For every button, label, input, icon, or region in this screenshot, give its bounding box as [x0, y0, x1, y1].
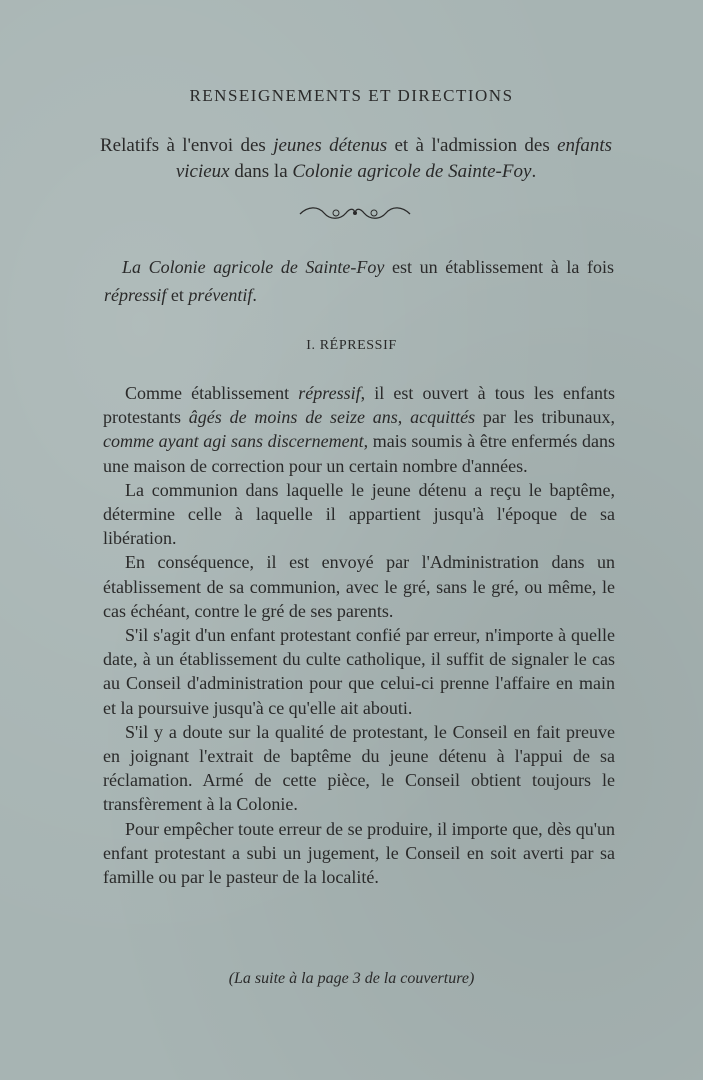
text-run: Pour empêcher toute erreur de se produire, il importe que, dès qu'un enfant protestant a subi un jugement, le Conseil en soit averti par sa famille ou par le pasteur de la localité. — [103, 818, 615, 888]
italic-run: La Colonie agricole de Sainte-Foy — [122, 257, 385, 277]
text-run: S'il s'agit d'un enfant protestant confié par erreur, n'importe à quelle date, à un établissement du culte catholique, il suffit de signaler le cas au Conseil d'administration pour que celui-ci prenne l'affaire en main et la poursuive jusqu'à ce qu'elle ait abouti. — [103, 625, 615, 718]
italic-run: Colonie agricole de Sainte-Foy — [292, 161, 532, 182]
paragraph — [103, 478, 615, 551]
text-run: . — [531, 161, 537, 182]
italic-run: enfants vicieux — [175, 135, 613, 182]
text-run: dans la — [229, 161, 293, 182]
text-run: La communion dans laquelle le jeune détenu a reçu le baptême, détermine celle à laquelle il appartient jusqu'à l'époque de sa libération. — [103, 479, 615, 549]
paragraph — [103, 817, 615, 890]
text-run: Comme établissement — [125, 383, 299, 403]
document-title: RENSEIGNEMENTS ET DIRECTIONS — [189, 86, 514, 105]
text-run: . — [252, 285, 257, 305]
text-run: , — [397, 407, 411, 428]
text-run: S'il y a doute sur la qualité de protestant, le Conseil en fait preuve en joignant l'extrait de baptême du jeune détenu à l'appui de sa réclamation. Armé de cette pièce, le Conseil obtient toujours le transfèrement à la Colonie. — [103, 721, 615, 815]
text-run: est un établissement à la fois — [384, 257, 614, 277]
text-run: et — [166, 285, 189, 305]
italic-run: comme ayant agi sans discernement — [103, 431, 364, 452]
section-heading: I. RÉPRESSIF — [306, 338, 397, 353]
italic-run: répressif — [104, 285, 167, 305]
paragraph — [103, 623, 615, 720]
intro-paragraph — [104, 253, 614, 309]
paragraph — [103, 720, 615, 817]
italic-run: préventif — [188, 285, 253, 305]
text-run: En conséquence, il est envoyé par l'Administration dans un établissement de sa communion, avec le gré, sans le gré, ou même, le cas échéant, contre le gré de ses parents. — [103, 552, 615, 621]
subtitle — [100, 133, 612, 185]
body-text — [103, 381, 615, 889]
italic-run: répressif — [298, 383, 361, 403]
text-run: par les tribunaux, — [475, 407, 615, 428]
text-run: et à l'admission des — [387, 135, 558, 156]
paragraph — [103, 550, 615, 623]
continuation-note: (La suite à la page 3 de la couverture) — [228, 970, 475, 987]
text-run: Relatifs à l'envoi des — [100, 135, 274, 156]
italic-run: jeunes détenus — [273, 135, 388, 156]
text-run: , il est ouvert à tous les enfants protestants — [103, 383, 616, 428]
italic-run: acquittés — [410, 407, 476, 428]
paragraph — [103, 381, 615, 478]
italic-run: âgés de moins de seize ans — [188, 407, 398, 428]
text-run: , mais soumis à être enfermés dans une maison de correction pour un certain nombre d'années. — [103, 431, 615, 476]
ornament-divider — [296, 202, 414, 224]
